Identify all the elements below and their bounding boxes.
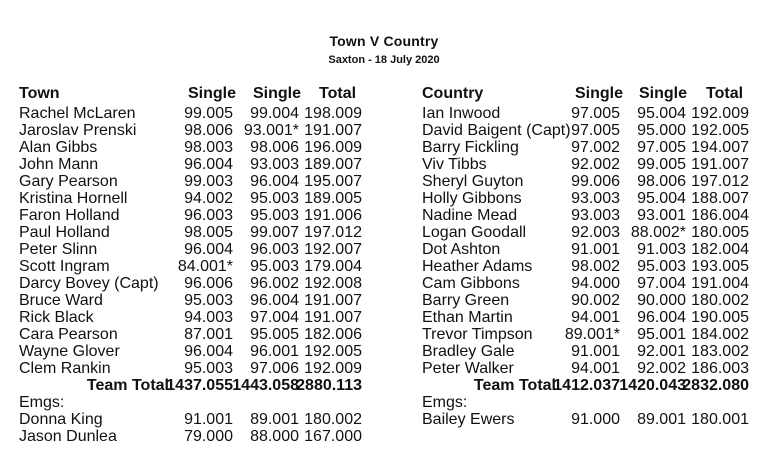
single2-cell: 96.004 [250,292,299,309]
single2-cell: 90.000 [637,292,686,309]
single2-cell: Single [639,85,688,102]
single1-cell: 95.003 [184,292,233,309]
single2-cell: 96.004 [637,309,686,326]
total-cell: Total [319,85,357,102]
total-cell: 191.006 [304,207,362,224]
country-player-row [0,243,768,257]
total-cell: 184.002 [691,326,749,343]
single1-cell: 1412.037 [553,377,620,394]
single2-cell: 97.004 [250,309,299,326]
country-team-total-row [0,379,768,393]
total-cell: 188.007 [691,190,749,207]
name-cell: Bailey Ewers [422,411,515,428]
total-cell: 192.009 [304,360,362,377]
total-cell: 182.004 [691,241,749,258]
single1-cell: 96.003 [184,207,233,224]
total-cell: 197.012 [304,224,362,241]
country-player-row [0,277,768,291]
country-player-row [0,124,768,138]
single1-cell: 98.006 [184,122,233,139]
single2-cell: 98.006 [250,139,299,156]
single1-cell: 96.004 [184,343,233,360]
name-cell: Barry Fickling [422,139,519,156]
total-cell: Total [706,85,744,102]
page-subtitle: Saxton - 18 July 2020 [328,54,440,66]
name-cell: Ian Inwood [422,105,501,122]
total-cell: 189.005 [304,190,362,207]
total-cell: 179.004 [304,258,362,275]
name-cell: Wayne Glover [19,343,120,360]
name-cell: Peter Slinn [19,241,98,258]
single2-cell: 96.001 [250,343,299,360]
country-emergency-row [0,413,768,427]
single2-cell: 95.003 [250,207,299,224]
town-emgs-label: Emgs: [19,394,65,411]
total-cell: 191.007 [304,122,362,139]
total-cell: 2880.113 [296,377,362,394]
name-cell: Peter Walker [422,360,514,377]
single1-cell: Single [188,85,237,102]
single2-cell: 92.002 [637,360,686,377]
total-cell: 197.012 [691,173,749,190]
single2-cell: Single [253,85,302,102]
total-cell: 167.000 [304,428,362,445]
total-cell: 180.002 [691,292,749,309]
single2-cell: 95.001 [637,326,686,343]
total-cell: 191.007 [691,156,749,173]
single1-cell: 99.006 [571,173,620,190]
total-cell: 192.005 [691,122,749,139]
country-player-row [0,107,768,121]
single2-cell: 93.003 [250,156,299,173]
single1-cell: 93.003 [571,190,620,207]
single1-cell: 79.000 [184,428,233,445]
single1-cell: 92.003 [571,224,620,241]
country-player-row [0,192,768,206]
name-cell: Nadine Mead [422,207,518,224]
name-cell: Jaroslav Prenski [19,122,137,139]
single1-cell: 96.004 [184,156,233,173]
single1-cell: 92.002 [571,156,620,173]
single1-cell: 94.001 [571,309,620,326]
single1-cell: 91.001 [184,411,233,428]
country-player-row [0,311,768,325]
single2-cell: 93.001 [637,207,686,224]
single1-cell: 89.001* [564,326,620,343]
total-cell: 191.007 [304,309,362,326]
single2-cell: 88.000 [250,428,299,445]
single1-cell: 91.001 [571,241,620,258]
total-cell: 189.007 [304,156,362,173]
single1-cell: 91.000 [571,411,620,428]
name-cell: Trevor Timpson [422,326,533,343]
page-title: Town V Country [329,33,439,49]
single2-cell: 91.003 [637,241,686,258]
name-cell: Holly Gibbons [422,190,522,207]
single2-cell: 99.005 [637,156,686,173]
total-cell: 180.005 [691,224,749,241]
single1-cell: 91.001 [571,343,620,360]
country-player-row [0,226,768,240]
single2-cell: 97.004 [637,275,686,292]
total-cell: 191.004 [691,275,749,292]
country-header-row [0,87,768,101]
total-cell: 186.004 [691,207,749,224]
single1-cell: 94.003 [184,309,233,326]
single2-cell: 95.003 [250,190,299,207]
name-cell: Clem Rankin [19,360,111,377]
total-cell: 195.007 [304,173,362,190]
name-cell: Cam Gibbons [422,275,520,292]
single1-cell: 90.002 [571,292,620,309]
single2-cell: 99.007 [250,224,299,241]
name-cell: Town [19,85,60,102]
total-cell: 180.002 [304,411,362,428]
total-cell: 182.006 [304,326,362,343]
total-cell: 196.009 [304,139,362,156]
single1-cell: 99.005 [184,105,233,122]
single1-cell: 94.001 [571,360,620,377]
total-cell: 193.005 [691,258,749,275]
name-cell: Rick Black [19,309,94,326]
name-cell: Logan Goodall [422,224,527,241]
country-player-row [0,328,768,342]
single2-cell: 96.003 [250,241,299,258]
country-player-row [0,175,768,189]
name-cell: Barry Green [422,292,510,309]
country-player-row [0,209,768,223]
name-cell: Bradley Gale [422,343,515,360]
country-emgs-label: Emgs: [422,394,468,411]
single1-cell: 95.003 [184,360,233,377]
single2-cell: 95.003 [637,258,686,275]
name-cell: Dot Ashton [422,241,501,258]
single1-cell: 94.000 [571,275,620,292]
name-cell: Heather Adams [422,258,533,275]
total-cell: 192.009 [691,105,749,122]
name-cell: David Baigent (Capt) [422,122,571,139]
total-cell: 180.001 [691,411,749,428]
single1-cell: 94.002 [184,190,233,207]
single2-cell: 97.006 [250,360,299,377]
single2-cell: 95.004 [637,190,686,207]
name-cell: Faron Holland [19,207,120,224]
name-cell: Paul Holland [19,224,110,241]
total-cell: 2832.080 [682,377,749,394]
total-cell: 192.007 [304,241,362,258]
single1-cell: 97.005 [571,105,620,122]
single2-cell: 97.005 [637,139,686,156]
name-cell: Alan Gibbs [19,139,98,156]
name-cell: Donna King [19,411,103,428]
total-cell: 192.008 [304,275,362,292]
total-cell: 186.003 [691,360,749,377]
single1-cell: 99.003 [184,173,233,190]
total-cell: 191.007 [304,292,362,309]
single2-cell: 95.003 [250,258,299,275]
country-player-row [0,141,768,155]
single2-cell: 95.005 [250,326,299,343]
single1-cell: 87.001 [184,326,233,343]
town-emergency-row [0,430,768,444]
single2-cell: 95.000 [637,122,686,139]
single2-cell: 92.001 [637,343,686,360]
country-player-row [0,345,768,359]
name-cell: Darcy Bovey (Capt) [19,275,159,292]
single2-cell: 95.004 [637,105,686,122]
name-cell: Sheryl Guyton [422,173,524,190]
name-cell: Rachel McLaren [19,105,136,122]
total-cell: 198.009 [304,105,362,122]
country-player-row [0,294,768,308]
name-cell: Jason Dunlea [19,428,117,445]
name-cell: Viv Tibbs [422,156,487,173]
name-cell: Cara Pearson [19,326,118,343]
single2-cell: 99.004 [250,105,299,122]
single1-cell: 98.005 [184,224,233,241]
single1-cell: 84.001* [177,258,233,275]
single2-cell: 96.002 [250,275,299,292]
single1-cell: 97.002 [571,139,620,156]
single1-cell: 98.002 [571,258,620,275]
name-cell: Kristina Hornell [19,190,128,207]
single2-cell: 93.001* [243,122,299,139]
single2-cell: 1420.043 [619,377,686,394]
single1-cell: 96.004 [184,241,233,258]
name-cell: Bruce Ward [19,292,103,309]
single2-cell: 88.002* [630,224,686,241]
name-cell: Scott Ingram [19,258,110,275]
total-cell: 192.005 [304,343,362,360]
country-player-row [0,260,768,274]
name-cell: Gary Pearson [19,173,118,190]
name-cell: Team Total [473,377,556,394]
single1-cell: 96.006 [184,275,233,292]
total-cell: 194.007 [691,139,749,156]
single2-cell: 96.004 [250,173,299,190]
country-player-row [0,362,768,376]
country-player-row [0,158,768,172]
single2-cell: 1443.058 [232,377,299,394]
name-cell: Ethan Martin [422,309,513,326]
name-cell: Team Total [86,377,169,394]
single2-cell: 89.001 [250,411,299,428]
single1-cell: 1437.055 [166,377,233,394]
name-cell: Country [422,85,484,102]
name-cell: John Mann [19,156,99,173]
single1-cell: 98.003 [184,139,233,156]
total-cell: 190.005 [691,309,749,326]
single2-cell: 98.006 [637,173,686,190]
single1-cell: Single [575,85,624,102]
single1-cell: 93.003 [571,207,620,224]
total-cell: 183.002 [691,343,749,360]
single2-cell: 89.001 [637,411,686,428]
single1-cell: 97.005 [571,122,620,139]
